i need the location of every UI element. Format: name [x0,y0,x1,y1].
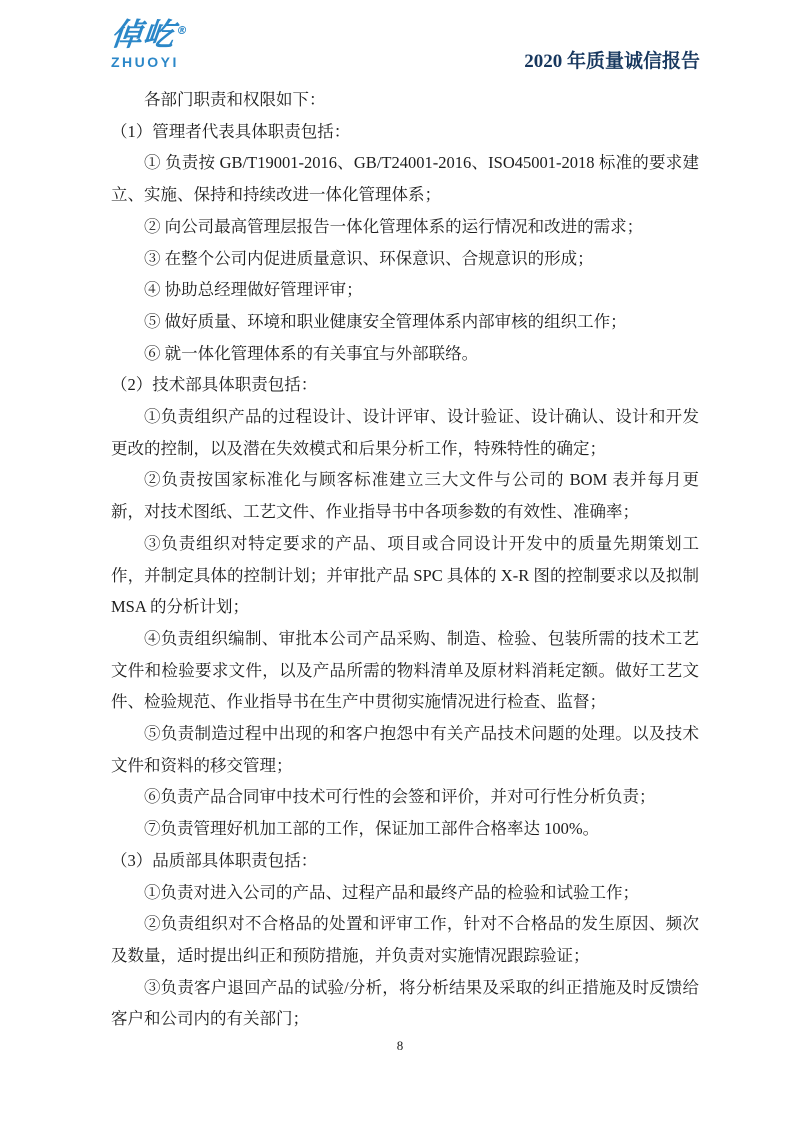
page-number: 8 [396,1038,404,1053]
list-item: ⑤负责制造过程中出现的和客户抱怨中有关产品技术问题的处理。以及技术文件和资料的移交管理； [111,724,699,775]
list-item: ②负责按国家标准化与顾客标准建立三大文件与公司的 BOM 表并每月更新，对技术图纸、工艺文件、作业指导书中各项参数的有效性、准确率； [111,470,699,522]
intro-paragraph: 各部门职责和权限如下： [144,90,326,109]
list-item: ④负责组织编制、审批本公司产品采购、制造、检验、包装所需的技术工艺文件和检验要求文件，以及产品所需的物料清单及原材料消耗定额。做好工艺文件、检验规范、作业指导书在生产中贯彻实施情况进行检查、监督； [111,628,699,712]
section-2-heading: （2）技术部具体职责包括： [111,375,318,395]
logo-subtext: ZHUOYI [111,54,179,70]
list-item: ④ 协助总经理做好管理评审； [144,280,363,300]
report-title: 2020 年质量诚信报告 [524,51,700,72]
logo-wordmark [109,17,190,53]
list-item: ③负责客户退回产品的试验/分析，将分析结果及采取的纠正措施及时反馈给客户和公司内的有关部门； [111,977,699,1029]
list-item: ③负责组织对特定要求的产品、项目或合同设计开发中的质量先期策划工作，并制定具体的控制计划；并审批产品 SPC 具体的 X-R 图的控制要求以及拟制 MSA 的分析计划； [111,533,699,617]
list-item: ②负责组织对不合格品的处置和评审工作，针对不合格品的发生原因、频次及数量，适时提出纠正和预防措施，并负责对实施情况跟踪验证； [111,914,699,965]
list-item: ① 负责按 GB/T19001-2016、GB/T24001-2016、ISO45001-2018 标准的要求建立、实施、保持和持续改进一体化管理体系； [111,153,699,205]
document-body [111,84,699,1035]
section-3-heading: （3）品质部具体职责包括： [111,850,318,870]
logo-text: 倬屹 [109,17,177,53]
list-item: ⑤ 做好质量、环境和职业健康安全管理体系内部审核的组织工作； [144,311,627,331]
list-item: ② 向公司最高管理层报告一体化管理体系的运行情况和改进的需求； [144,216,644,236]
page-header [109,17,700,73]
list-item: ⑥负责产品合同审中技术可行性的会签和评价，并对可行性分析负责； [144,787,656,807]
list-item: ③ 在整个公司内促进质量意识、环保意识、合规意识的形成； [144,248,594,268]
list-item: ①负责对进入公司的产品、过程产品和最终产品的检验和试验工作； [144,882,639,902]
list-item: ①负责组织产品的过程设计、设计评审、设计验证、设计确认、设计和开发更改的控制，以及潜在失效模式和后果分析工作，特殊特性的确定； [111,407,699,458]
company-logo [109,17,190,70]
registered-trademark-icon: ® [175,23,190,37]
section-1-heading: （1）管理者代表具体职责包括： [111,121,351,141]
list-item: ⑥ 就一体化管理体系的有关事宜与外部联络。 [144,343,479,363]
list-item: ⑦负责管理好机加工部的工作，保证加工部件合格率达 100%。 [144,819,600,839]
